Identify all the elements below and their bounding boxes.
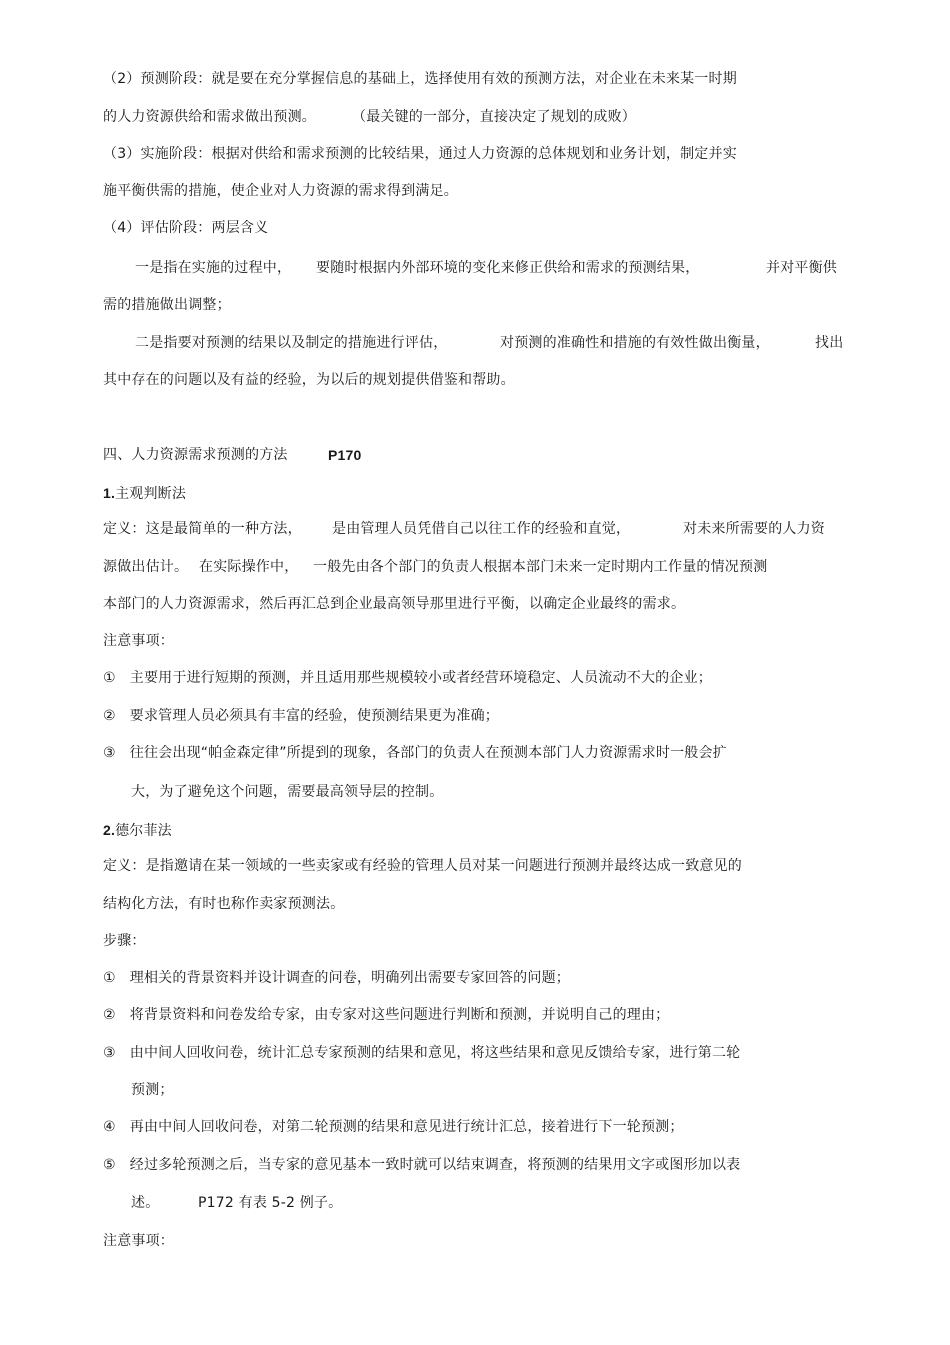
step-text: 再由中间人回收问卷，对第二轮预测的结果和意见进行统计汇总，接着进行下一轮预测；: [129, 1119, 684, 1135]
stage4-p1-b: 要随时根据内外部环境的变化来修正供给和需求的预测结果，: [316, 260, 700, 276]
section4-title: 四、人力资源需求预测的方法: [103, 447, 288, 463]
method1-def-b: 是由管理人员凭借自己以往工作的经验和直觉，: [332, 521, 631, 537]
method1-note-1: [103, 668, 712, 688]
method1-def2-c: 一般先由各个部门的负责人根据本部门未来一定时期内工作量的情况预测: [313, 559, 768, 575]
note-text: 主要用于进行短期的预测，并且适用那些规模较小或者经营环境稳定、人员流动不大的企业；: [129, 670, 712, 686]
method1-heading: [103, 483, 186, 504]
stage4-p1-a: 一是指在实施的过程中，: [135, 260, 292, 276]
step-marker: ⑤: [103, 1157, 116, 1173]
note-text: 往往会出现“帕金森定律”所提到的现象，各部门的负责人在预测本部门人力资源需求时一般会扩: [129, 745, 727, 761]
stage4-p2-line2: 其中存在的问题以及有益的经验，为以后的规划提供借鉴和帮助。: [103, 372, 515, 388]
method1-def3: 本部门的人力资源需求，然后再汇总到企业最高领导那里进行平衡，以确定企业最终的需求。: [103, 596, 686, 612]
method2-step-5: [103, 1155, 740, 1175]
method1-note-3-cont: 大，为了避免这个问题，需要最高领导层的控制。: [131, 784, 444, 800]
stage4-p2-b: 对预测的准确性和措施的有效性做出衡量，: [500, 335, 770, 351]
stage4-p1-line2: 需的措施做出调整；: [103, 297, 231, 313]
method2-step-2: [103, 1005, 669, 1025]
note-marker: ②: [103, 708, 116, 724]
method2-def1: 定义：是指邀请在某一领域的一些卖家或有经验的管理人员对某一问题进行预测并最终达成一致意见的: [103, 858, 742, 874]
method2-def2: 结构化方法，有时也称作卖家预测法。: [103, 896, 345, 912]
method1-def-a: 定义：这是最简单的一种方法，: [103, 521, 302, 537]
note-marker: ③: [103, 745, 116, 761]
method2-step-3-cont: 预测；: [131, 1082, 174, 1098]
stage2-line1: （2）预测阶段：就是要在充分掌握信息的基础上，选择使用有效的预测方法，对企业在未来某一时期: [103, 71, 737, 87]
method1-def-c: 对未来所需要的人力资: [683, 521, 825, 537]
section4-page-ref: P170: [328, 447, 362, 463]
method2-step-4: [103, 1117, 684, 1137]
stage3-line2: 施平衡供需的措施，使企业对人力资源的需求得到满足。: [103, 183, 458, 199]
step-marker: ②: [103, 1007, 116, 1023]
method1-title: 主观判断法: [115, 486, 187, 502]
step-marker: ④: [103, 1119, 116, 1135]
method2-step-5-cont-a: 述。: [131, 1195, 160, 1211]
method1-note-2: [103, 706, 499, 726]
step-text: 经过多轮预测之后，当专家的意见基本一致时就可以结束调查，将预测的结果用文字或图形加以表: [129, 1157, 741, 1173]
note-marker: ①: [103, 670, 116, 686]
method2-title: 德尔菲法: [115, 823, 172, 839]
method2-step-5-cont-b: P172 有表 5-2 例子。: [198, 1195, 343, 1211]
method1-def2-a: 源做出估计。: [103, 559, 189, 575]
step-text: 由中间人回收问卷，统计汇总专家预测的结果和意见，将这些结果和意见反馈给专家，进行第二轮: [129, 1045, 741, 1061]
step-text: 将背景资料和问卷发给专家，由专家对这些问题进行判断和预测，并说明自己的理由；: [129, 1007, 670, 1023]
stage4-p2-a: 二是指要对预测的结果以及制定的措施进行评估，: [135, 335, 448, 351]
method1-notes-label: 注意事项：: [103, 633, 174, 649]
method2-number: 2.: [103, 822, 116, 838]
stage3-line1: （3）实施阶段：根据对供给和需求预测的比较结果，通过人力资源的总体规划和业务计划，制定并实: [103, 146, 737, 162]
method2-step-1: [103, 968, 570, 988]
stage4-p2-c: 找出: [815, 335, 844, 351]
step-marker: ①: [103, 970, 116, 986]
method2-notes-label: 注意事项：: [103, 1233, 174, 1249]
method2-steps-label: 步骤：: [103, 933, 146, 949]
method2-step-3: [103, 1043, 740, 1063]
stage4-p1-c: 并对平衡供: [766, 260, 837, 276]
stage2-line2b: （最关键的一部分，直接决定了规划的成败）: [352, 109, 636, 125]
stage2-line2a: 的人力资源供给和需求做出预测。: [103, 109, 316, 125]
method2-heading: [103, 820, 172, 841]
step-text: 理相关的背景资料并设计调查的问卷，明确列出需要专家回答的问题；: [129, 970, 570, 986]
method1-number: 1.: [103, 485, 116, 501]
method1-note-3: [103, 743, 727, 763]
method1-def2-b: 在实际操作中，: [199, 559, 299, 575]
stage4-title: （4）评估阶段：两层含义: [103, 220, 269, 236]
step-marker: ③: [103, 1045, 116, 1061]
note-text: 要求管理人员必须具有丰富的经验，使预测结果更为准确；: [129, 708, 499, 724]
